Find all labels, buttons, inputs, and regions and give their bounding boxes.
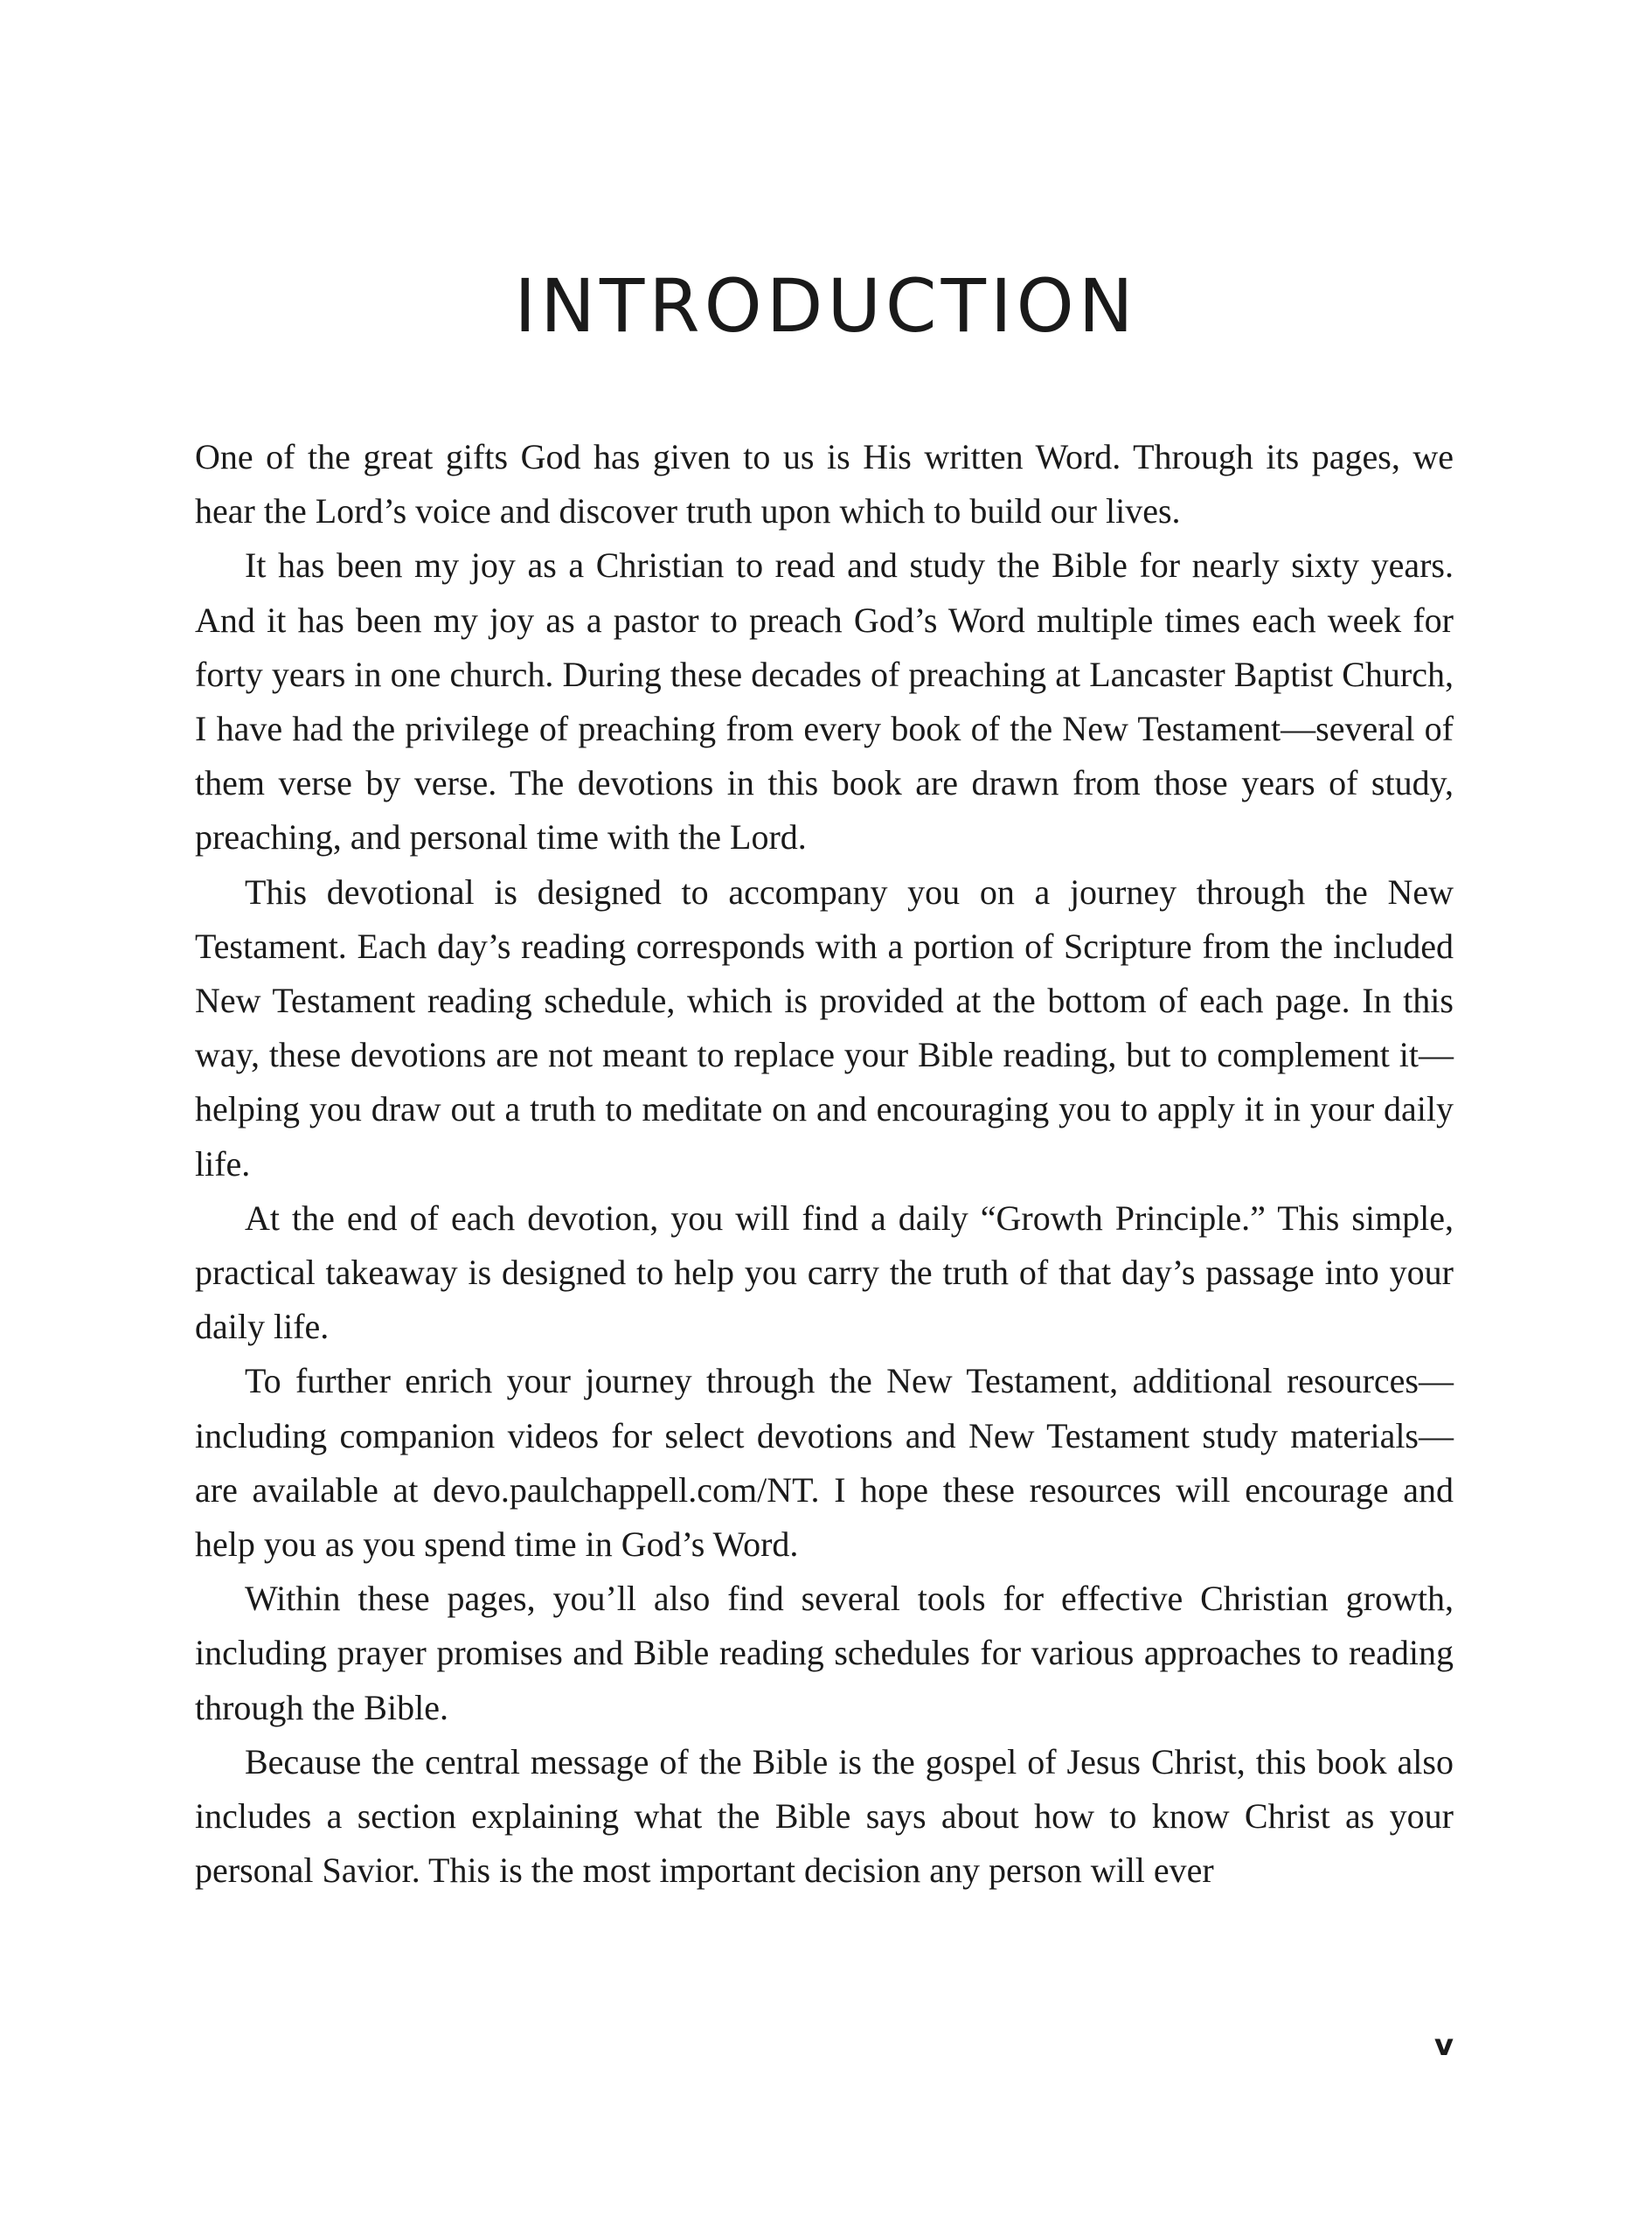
paragraph-3: This devotional is designed to accompany you on a journey through the New Testament. Each day’s reading corresponds with a portion of Scripture from the included New Testament reading schedule, which is provided at the bottom of each page. In this way, these devotions are not meant to replace your Bible reading, but to complement it—helping you draw out a truth to meditate on and encouraging you to apply it in your daily life. [195,871,1454,1184]
paragraph-1: One of the great gifts God has given to us is His written Word. Through its pages, we hear the Lord’s voice and discover truth upon which to build our lives. [195,437,1454,531]
paragraph-6: Within these pages, you’ll also find several tools for effective Christian growth, including prayer promises and Bible reading schedules for various approaches to reading through the Bible. [195,1579,1454,1727]
body-text [195,430,1454,1898]
page-number: v [1433,2028,1454,2063]
paragraph-7: Because the central message of the Bible is the gospel of Jesus Christ, this book also includes a section explaining what the Bible says about how to know Christ as your personal Savior. This is the most important decision any person will ever [195,1741,1454,1891]
page-title: INTRODUCTION [514,263,1138,349]
paragraph-2: It has been my joy as a Christian to read and study the Bible for nearly sixty years. And it has been my joy as a pastor to preach God’s Word multiple times each week for forty years in one church. During these decades of preaching at Lancaster Baptist Church, I have had the privilege of preaching from every book of the New Testament—several of them verse by verse. The devotions in this book are drawn from those years of study, preaching, and personal time with the Lord. [195,545,1454,858]
paragraph-4: At the end of each devotion, you will find a daily “Growth Principle.” This simple, practical takeaway is designed to help you carry the truth of that day’s passage into your daily life. [195,1198,1454,1347]
paragraph-5: To further enrich your journey through the New Testament, additional resources—including companion videos for select devotions and New Testament study materials—are available at devo.paulchappell.com/NT. I hope these resources will encourage and help you as you spend time in God’s Word. [195,1361,1454,1565]
